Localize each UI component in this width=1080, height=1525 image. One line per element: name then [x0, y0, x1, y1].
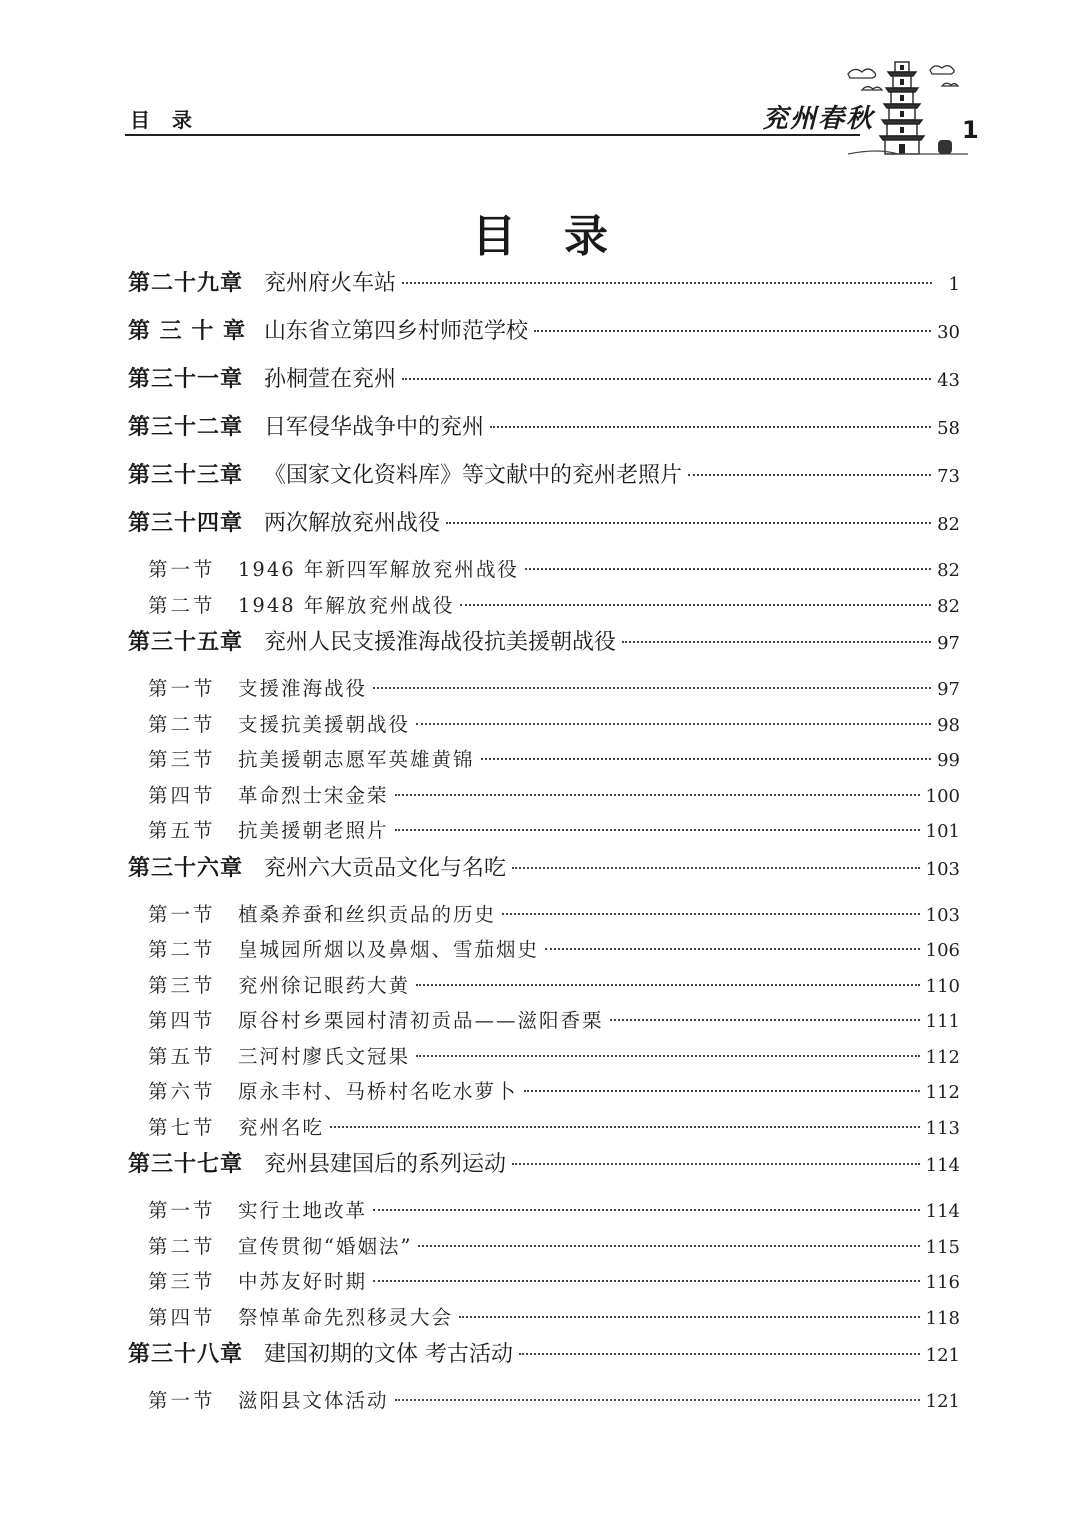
toc-chapter-entry	[128, 1337, 960, 1385]
entry-title: 原永丰村、马桥村名吃水萝卜	[238, 1080, 518, 1103]
entry-title: 革命烈士宋金荣	[238, 783, 389, 807]
toc-section-entry	[128, 1302, 960, 1338]
entry-page-number: 112	[925, 1046, 960, 1068]
dot-leader	[402, 282, 932, 284]
toc-section-entry	[128, 780, 960, 816]
dot-leader	[402, 378, 931, 380]
toc-chapter-entry	[128, 458, 960, 506]
entry-title: 抗美援朝老照片	[238, 819, 389, 842]
entry-page-number: 30	[937, 322, 960, 343]
entry-number: 第四节	[148, 1009, 216, 1032]
dot-leader	[330, 1126, 920, 1128]
header-rule	[125, 134, 860, 136]
entry-title: 兖州六大贡品文化与名吃	[264, 855, 507, 881]
toc-chapter-entry	[128, 410, 960, 458]
page-number: 1	[962, 116, 979, 144]
entry-number: 第三节	[148, 973, 216, 997]
dot-leader	[490, 426, 931, 428]
entry-number: 第四节	[148, 1305, 216, 1329]
entry-page-number: 116	[925, 1272, 960, 1293]
dot-leader	[373, 1209, 920, 1211]
page-header	[0, 0, 1080, 170]
entry-number: 第三十八章	[128, 1342, 244, 1367]
entry-number: 第一节	[148, 558, 216, 581]
toc-section-entry	[128, 970, 960, 1006]
dot-leader	[519, 1353, 920, 1355]
entry-title: 孙桐萱在兖州	[264, 367, 397, 392]
dot-leader	[460, 604, 931, 606]
toc-chapter-entry	[128, 314, 960, 362]
entry-title: 兖州名吃	[238, 1115, 325, 1139]
dot-leader	[525, 568, 931, 570]
toc-chapter-entry	[128, 851, 960, 899]
dot-leader	[502, 913, 920, 915]
entry-number: 第一节	[148, 1199, 216, 1222]
toc-chapter-entry	[128, 1147, 960, 1195]
entry-number: 第三十七章	[128, 1152, 244, 1177]
entry-page-number: 112	[925, 1082, 960, 1103]
dot-leader	[622, 641, 931, 643]
dot-leader	[512, 867, 920, 869]
entry-title: 支援淮海战役	[238, 677, 368, 700]
entry-title: 皇城园所烟以及鼻烟、雪茄烟史	[238, 938, 540, 961]
entry-title: 建国初期的文体 考古活动	[264, 1342, 513, 1367]
toc-section-entry	[128, 1041, 960, 1077]
entry-page-number: 43	[937, 370, 960, 391]
toc-chapter-entry	[128, 362, 960, 410]
dot-leader	[373, 687, 931, 689]
entry-page-number: 82	[937, 514, 960, 535]
entry-number: 第 三 十 章	[128, 319, 246, 344]
entry-title: 1948 年解放兖州战役	[238, 593, 455, 617]
entry-page-number: 58	[937, 418, 960, 439]
running-title: 目录	[130, 108, 214, 132]
entry-page-number: 98	[937, 714, 960, 736]
dot-leader	[373, 1280, 920, 1282]
toc-section-entry	[128, 1231, 960, 1267]
entry-number: 第三十一章	[128, 367, 244, 392]
entry-number: 第一节	[148, 1389, 216, 1412]
entry-page-number: 111	[925, 1011, 960, 1032]
entry-number: 第三十二章	[128, 415, 244, 440]
toc-section-entry	[128, 1195, 960, 1231]
entry-title: 兖州府火车站	[264, 271, 397, 296]
entry-page-number: 73	[937, 466, 960, 487]
entry-number: 第三节	[148, 748, 216, 771]
entry-page-number: 1	[948, 274, 960, 295]
entry-title: 祭悼革命先烈移灵大会	[238, 1305, 454, 1329]
entry-page-number: 103	[925, 904, 960, 926]
dot-leader	[481, 758, 932, 760]
entry-number: 第三十三章	[128, 463, 244, 488]
book-title: 兖州春秋	[762, 104, 875, 134]
toc-heading: 目录	[472, 211, 656, 262]
entry-number: 第二十九章	[128, 271, 244, 296]
dot-leader	[418, 1245, 919, 1247]
entry-number: 第三十四章	[128, 511, 244, 536]
entry-number: 第二节	[148, 712, 216, 736]
dot-leader	[395, 794, 920, 796]
entry-page-number: 100	[925, 785, 960, 807]
entry-page-number: 97	[937, 633, 960, 654]
pagoda-emblem-icon	[838, 56, 968, 160]
toc-section-entry	[128, 1076, 960, 1112]
entry-title: 抗美援朝志愿军英雄黄锦	[238, 748, 475, 771]
entry-number: 第七节	[148, 1115, 216, 1139]
entry-number: 第二节	[148, 593, 216, 617]
toc-section-entry	[128, 815, 960, 851]
entry-page-number: 115	[925, 1236, 960, 1258]
entry-page-number: 82	[937, 595, 960, 617]
entry-number: 第四节	[148, 783, 216, 807]
toc-chapter-entry	[128, 506, 960, 554]
entry-page-number: 121	[925, 1391, 960, 1412]
entry-number: 第三十六章	[128, 855, 244, 881]
toc-section-entry	[128, 744, 960, 780]
entry-title: 实行土地改革	[238, 1199, 368, 1222]
dot-leader	[545, 948, 920, 950]
toc-chapter-entry	[128, 625, 960, 673]
entry-title: 兖州人民支援淮海战役抗美援朝战役	[264, 630, 617, 655]
entry-number: 第二节	[148, 938, 216, 961]
toc-section-entry	[128, 934, 960, 970]
entry-title: 宣传贯彻“婚姻法”	[238, 1234, 413, 1258]
entry-page-number: 121	[925, 1345, 960, 1366]
dot-leader	[416, 984, 920, 986]
toc-section-entry	[128, 1266, 960, 1302]
dot-leader	[459, 1316, 920, 1318]
entry-title: 两次解放兖州战役	[264, 511, 441, 536]
dot-leader	[610, 1019, 920, 1021]
toc-chapter-entry	[128, 266, 960, 314]
toc-section-entry	[128, 899, 960, 935]
entry-title: 山东省立第四乡村师范学校	[264, 319, 529, 344]
entry-number: 第三十五章	[128, 630, 244, 655]
dot-leader	[395, 1399, 920, 1401]
entry-number: 第一节	[148, 677, 216, 700]
entry-number: 第六节	[148, 1080, 216, 1103]
toc-section-entry	[128, 1385, 960, 1421]
entry-page-number: 113	[925, 1117, 960, 1139]
entry-page-number: 114	[925, 1155, 960, 1176]
dot-leader	[512, 1163, 920, 1165]
entry-number: 第二节	[148, 1234, 216, 1258]
entry-page-number: 106	[925, 940, 960, 961]
entry-title: 滋阳县文体活动	[238, 1389, 389, 1412]
dot-leader	[534, 330, 931, 332]
entry-page-number: 97	[937, 679, 960, 700]
entry-title: 三河村廖氏文冠果	[238, 1044, 411, 1068]
entry-title: 中苏友好时期	[238, 1270, 368, 1293]
entry-number: 第五节	[148, 1044, 216, 1068]
entry-number: 第一节	[148, 902, 216, 926]
entry-page-number: 118	[925, 1307, 960, 1329]
toc-section-entry	[128, 590, 960, 626]
table-of-contents	[128, 266, 960, 1421]
entry-title: 1946 年新四军解放兖州战役	[238, 558, 519, 581]
dot-leader	[524, 1090, 920, 1092]
entry-page-number: 82	[937, 560, 960, 581]
dot-leader	[416, 1055, 920, 1057]
dot-leader	[416, 723, 931, 725]
toc-section-entry	[128, 673, 960, 709]
entry-number: 第三节	[148, 1270, 216, 1293]
entry-title: 植桑养蚕和丝织贡品的历史	[238, 902, 497, 926]
entry-title: 《国家文化资料库》等文献中的兖州老照片	[264, 463, 683, 488]
entry-page-number: 103	[925, 858, 960, 880]
entry-page-number: 99	[937, 750, 960, 771]
entry-title: 日军侵华战争中的兖州	[264, 415, 485, 440]
entry-title: 兖州徐记眼药大黄	[238, 973, 411, 997]
entry-page-number: 114	[925, 1201, 960, 1222]
entry-title: 兖州县建国后的系列运动	[264, 1152, 507, 1177]
toc-section-entry	[128, 1005, 960, 1041]
entry-page-number: 110	[925, 975, 960, 997]
dot-leader	[688, 474, 931, 476]
entry-page-number: 101	[925, 821, 960, 842]
entry-number: 第五节	[148, 819, 216, 842]
dot-leader	[446, 522, 931, 524]
entry-title: 原谷村乡栗园村清初贡品——滋阳香栗	[238, 1009, 604, 1032]
toc-section-entry	[128, 554, 960, 590]
entry-title: 支援抗美援朝战役	[238, 712, 411, 736]
toc-section-entry	[128, 1112, 960, 1148]
toc-section-entry	[128, 709, 960, 745]
dot-leader	[395, 829, 920, 831]
